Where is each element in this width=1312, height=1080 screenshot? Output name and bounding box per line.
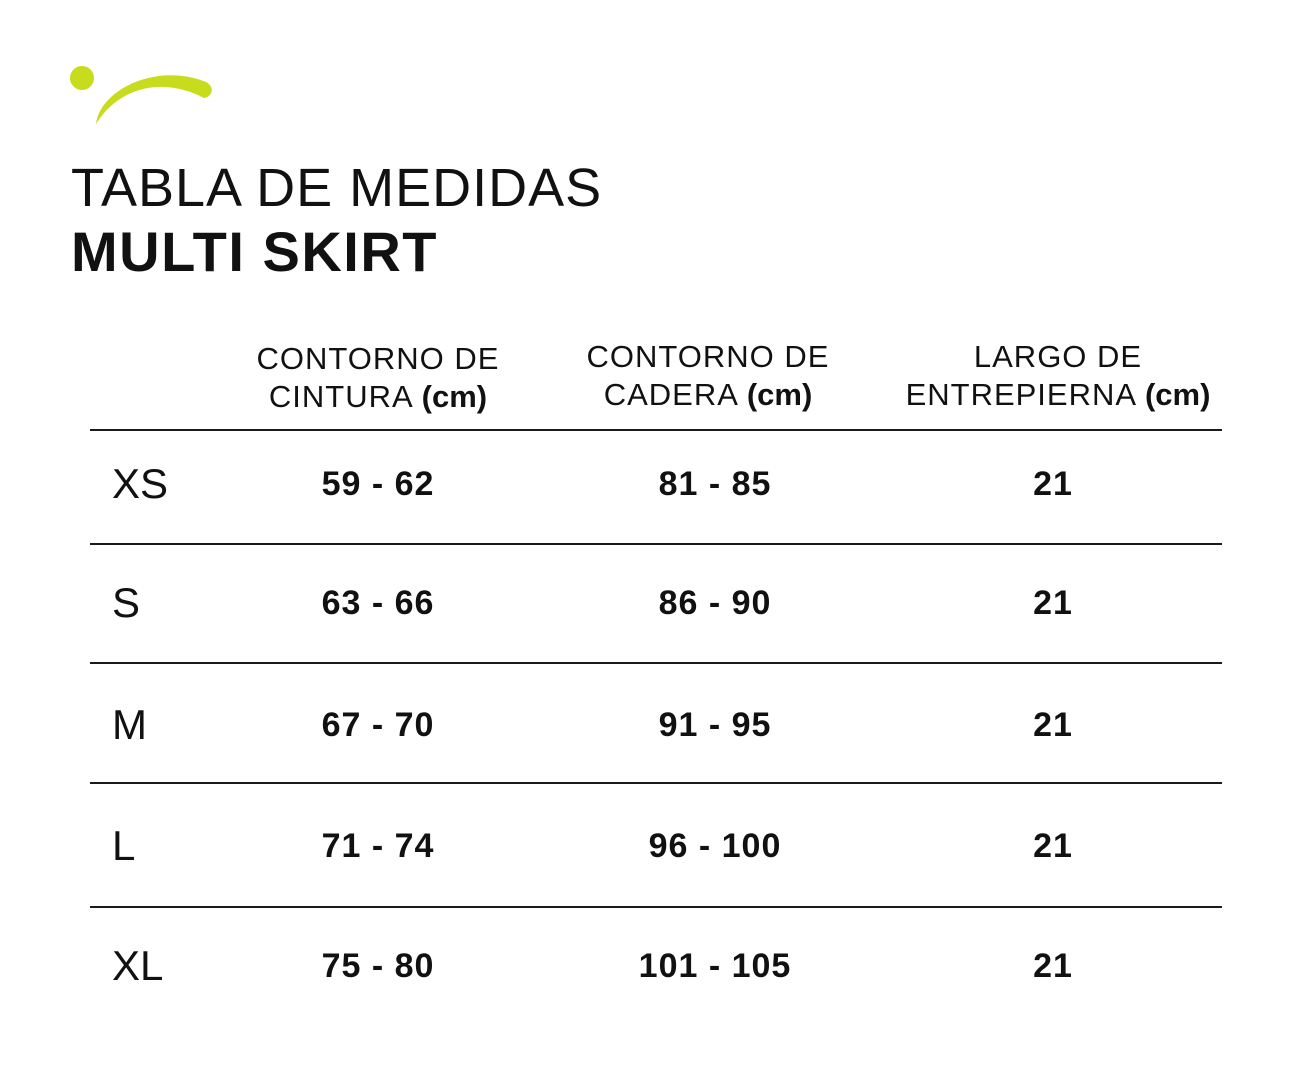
header-entrepierna-line1: LARGO DE <box>973 339 1143 374</box>
header-entrepierna <box>893 338 1223 414</box>
header-cadera <box>558 338 858 414</box>
table-row <box>90 936 1222 996</box>
divider <box>90 782 1222 784</box>
header-cintura-line1: CONTORNO DE <box>256 341 500 376</box>
divider <box>90 543 1222 545</box>
header-cintura <box>228 340 528 416</box>
size-label: XL <box>112 942 164 989</box>
product-name: MULTI SKIRT <box>71 220 438 283</box>
header-cadera-line1: CONTORNO DE <box>586 339 830 374</box>
entrepierna-value: 21 <box>1033 465 1073 503</box>
header-cintura-line2: CINTURA <box>268 379 412 414</box>
table-row <box>90 454 1222 514</box>
header-cintura-unit: (cm) <box>421 379 488 414</box>
divider <box>90 662 1222 664</box>
size-table <box>90 330 1222 989</box>
swoosh-logo-icon <box>66 60 216 130</box>
cadera-value: 91 - 95 <box>658 706 772 744</box>
entrepierna-value: 21 <box>1033 706 1073 744</box>
entrepierna-value: 21 <box>1033 827 1073 865</box>
table-row <box>90 695 1222 755</box>
cintura-value: 67 - 70 <box>321 706 435 744</box>
entrepierna-value: 21 <box>1033 947 1073 985</box>
divider <box>90 906 1222 908</box>
page-title: TABLA DE MEDIDAS <box>71 158 603 218</box>
cintura-value: 59 - 62 <box>321 465 435 503</box>
header-cadera-line2: CADERA <box>603 377 738 412</box>
size-label: L <box>112 822 136 869</box>
cadera-value: 86 - 90 <box>658 584 772 622</box>
table-header <box>90 330 1222 430</box>
size-label: S <box>112 579 141 626</box>
table-row <box>90 573 1222 633</box>
size-label: M <box>112 701 147 748</box>
header-entrepierna-line2: ENTREPIERNA <box>905 377 1136 412</box>
cintura-value: 75 - 80 <box>321 947 435 985</box>
cintura-value: 71 - 74 <box>321 827 435 865</box>
cadera-value: 81 - 85 <box>658 465 772 503</box>
size-label: XS <box>112 460 169 507</box>
entrepierna-value: 21 <box>1033 584 1073 622</box>
header-entrepierna-unit: (cm) <box>1144 377 1211 412</box>
header-cadera-unit: (cm) <box>746 377 813 412</box>
cintura-value: 63 - 66 <box>321 584 435 622</box>
divider <box>90 429 1222 431</box>
table-row <box>90 816 1222 876</box>
cadera-value: 101 - 105 <box>638 947 792 985</box>
cadera-value: 96 - 100 <box>648 827 782 865</box>
